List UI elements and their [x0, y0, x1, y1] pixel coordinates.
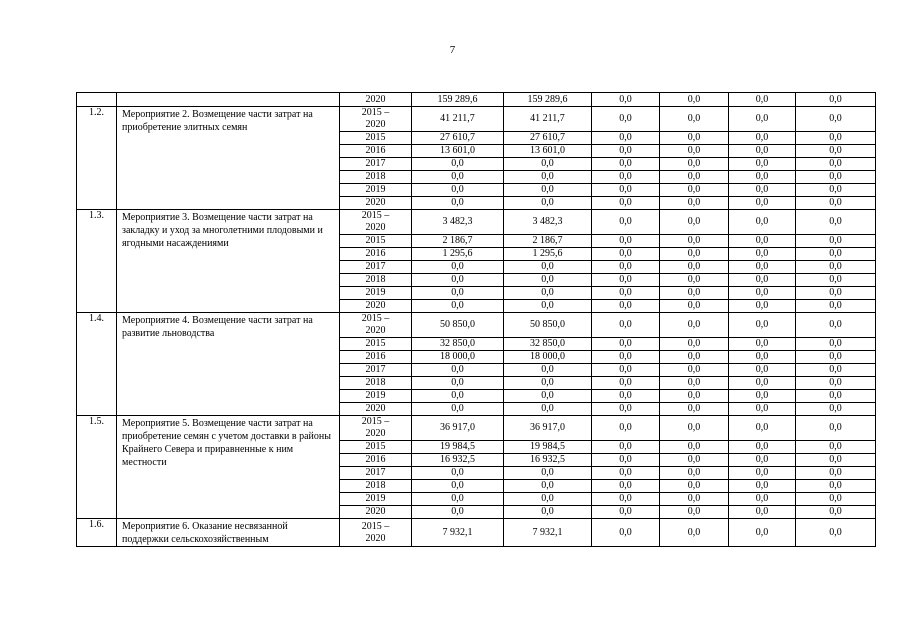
- table-row: [77, 519, 876, 547]
- value-cell: 0,0: [660, 467, 729, 480]
- value-cell: 0,0: [592, 454, 660, 467]
- year-cell: [340, 107, 412, 132]
- measure-name-cell: Мероприятие 5. Возмещение части затрат на приобретение семян с учетом доставки в районы Крайнего Севера и приравненные к ним местности: [117, 416, 340, 519]
- measure-code-cell: 1.4.: [77, 313, 117, 416]
- value-cell: 0,0: [729, 210, 796, 235]
- value-cell: 0,0: [412, 197, 504, 210]
- value-cell: 0,0: [796, 197, 876, 210]
- value-cell: 0,0: [796, 145, 876, 158]
- value-cell: 16 932,5: [412, 454, 504, 467]
- value-cell: 0,0: [729, 145, 796, 158]
- value-cell: 16 932,5: [504, 454, 592, 467]
- value-cell: 0,0: [796, 454, 876, 467]
- value-cell: 0,0: [412, 364, 504, 377]
- budget-table: [76, 92, 876, 547]
- value-cell: 0,0: [592, 441, 660, 454]
- value-cell: 0,0: [412, 403, 504, 416]
- year-cell: [340, 377, 412, 390]
- value-cell: 0,0: [592, 338, 660, 351]
- value-cell: 0,0: [660, 390, 729, 403]
- table-row: [77, 210, 876, 235]
- value-cell: 0,0: [592, 107, 660, 132]
- measure-code-cell: 1.2.: [77, 107, 117, 210]
- value-cell: 0,0: [592, 403, 660, 416]
- value-cell: 0,0: [796, 93, 876, 107]
- value-cell: 32 850,0: [504, 338, 592, 351]
- year-label: 2018: [365, 377, 386, 388]
- value-cell: 0,0: [796, 416, 876, 441]
- year-cell: 2020: [340, 93, 412, 107]
- year-label: 2018: [365, 274, 386, 285]
- value-cell: 0,0: [729, 519, 796, 547]
- value-cell: 0,0: [796, 107, 876, 132]
- value-cell: 0,0: [592, 235, 660, 248]
- value-cell: 0,0: [729, 197, 796, 210]
- value-cell: 0,0: [504, 480, 592, 493]
- value-cell: 0,0: [660, 351, 729, 364]
- year-label: 2015 –: [361, 416, 390, 427]
- value-cell: 0,0: [660, 441, 729, 454]
- year-cell: [340, 467, 412, 480]
- value-cell: 0,0: [729, 480, 796, 493]
- value-cell: 0,0: [729, 93, 796, 107]
- value-cell: 0,0: [592, 519, 660, 547]
- measure-code-cell: 1.6.: [77, 519, 117, 547]
- value-cell: 0,0: [729, 248, 796, 261]
- table-row: [77, 416, 876, 441]
- value-cell: 0,0: [412, 467, 504, 480]
- value-cell: 0,0: [412, 287, 504, 300]
- year-cell: [340, 184, 412, 197]
- measure-code-cell: 1.3.: [77, 210, 117, 313]
- year-label: 2016: [365, 454, 386, 465]
- value-cell: 27 610,7: [412, 132, 504, 145]
- value-cell: 0,0: [592, 351, 660, 364]
- value-cell: 0,0: [660, 416, 729, 441]
- value-cell: 0,0: [796, 390, 876, 403]
- measure-name-cell: Мероприятие 2. Возмещение части затрат на приобретение элитных семян: [117, 107, 340, 210]
- value-cell: 0,0: [660, 300, 729, 313]
- value-cell: 0,0: [592, 197, 660, 210]
- value-cell: 0,0: [592, 132, 660, 145]
- table-row: [77, 93, 876, 107]
- value-cell: 1 295,6: [504, 248, 592, 261]
- value-cell: 0,0: [592, 274, 660, 287]
- value-cell: 0,0: [729, 171, 796, 184]
- value-cell: 0,0: [412, 171, 504, 184]
- value-cell: 0,0: [796, 300, 876, 313]
- value-cell: 0,0: [412, 261, 504, 274]
- year-cell: [340, 493, 412, 506]
- value-cell: 0,0: [796, 364, 876, 377]
- year-label: 2015: [365, 441, 386, 452]
- value-cell: 2 186,7: [504, 235, 592, 248]
- year-cell: [340, 416, 412, 441]
- value-cell: 0,0: [796, 132, 876, 145]
- value-cell: 0,0: [592, 480, 660, 493]
- value-cell: 0,0: [729, 364, 796, 377]
- value-cell: 7 932,1: [412, 519, 504, 547]
- value-cell: 0,0: [796, 248, 876, 261]
- value-cell: 7 932,1: [504, 519, 592, 547]
- value-cell: 0,0: [592, 210, 660, 235]
- value-cell: 0,0: [504, 390, 592, 403]
- year-label: 2015: [365, 235, 386, 246]
- value-cell: 0,0: [729, 351, 796, 364]
- value-cell: 32 850,0: [412, 338, 504, 351]
- value-cell: 0,0: [412, 493, 504, 506]
- year-label: 2017: [365, 467, 386, 478]
- value-cell: 0,0: [504, 287, 592, 300]
- value-cell: 0,0: [796, 506, 876, 519]
- value-cell: 0,0: [796, 351, 876, 364]
- value-cell: 0,0: [796, 184, 876, 197]
- value-cell: 0,0: [660, 454, 729, 467]
- value-cell: 0,0: [729, 338, 796, 351]
- value-cell: 3 482,3: [412, 210, 504, 235]
- year-label: 2020: [365, 119, 386, 130]
- year-cell: [340, 364, 412, 377]
- value-cell: 0,0: [796, 210, 876, 235]
- year-cell: [340, 300, 412, 313]
- value-cell: 0,0: [504, 506, 592, 519]
- value-cell: 41 211,7: [504, 107, 592, 132]
- year-cell: [340, 261, 412, 274]
- year-label: 2015: [365, 132, 386, 143]
- value-cell: 0,0: [504, 274, 592, 287]
- year-cell: [340, 274, 412, 287]
- value-cell: 0,0: [660, 364, 729, 377]
- year-cell: [340, 390, 412, 403]
- value-cell: 0,0: [412, 184, 504, 197]
- year-label: 2020: [365, 197, 386, 208]
- value-cell: 0,0: [729, 107, 796, 132]
- value-cell: 0,0: [729, 158, 796, 171]
- year-cell: [340, 351, 412, 364]
- value-cell: 13 601,0: [504, 145, 592, 158]
- value-cell: 0,0: [592, 300, 660, 313]
- year-cell: [340, 132, 412, 145]
- value-cell: 0,0: [729, 313, 796, 338]
- value-cell: 0,0: [729, 390, 796, 403]
- value-cell: 0,0: [412, 480, 504, 493]
- value-cell: 0,0: [660, 274, 729, 287]
- year-label: 2020: [365, 325, 386, 336]
- value-cell: 0,0: [660, 171, 729, 184]
- page-number: 7: [449, 44, 456, 56]
- value-cell: 0,0: [660, 132, 729, 145]
- value-cell: 0,0: [729, 403, 796, 416]
- year-cell: [340, 248, 412, 261]
- measure-name-cell: [117, 93, 340, 107]
- year-label: 2015 –: [361, 210, 390, 221]
- value-cell: 0,0: [796, 403, 876, 416]
- value-cell: 0,0: [504, 364, 592, 377]
- value-cell: 0,0: [592, 313, 660, 338]
- year-cell: [340, 210, 412, 235]
- year-label: 2020: [365, 222, 386, 233]
- value-cell: 50 850,0: [412, 313, 504, 338]
- value-cell: 0,0: [660, 480, 729, 493]
- year-cell: [340, 403, 412, 416]
- year-label: 2016: [365, 351, 386, 362]
- value-cell: 0,0: [660, 158, 729, 171]
- year-cell: [340, 197, 412, 210]
- table-row: [77, 107, 876, 132]
- value-cell: 0,0: [729, 506, 796, 519]
- year-label: 2015: [365, 338, 386, 349]
- value-cell: 0,0: [504, 493, 592, 506]
- value-cell: 0,0: [504, 197, 592, 210]
- value-cell: 0,0: [796, 261, 876, 274]
- value-cell: 0,0: [660, 377, 729, 390]
- value-cell: 0,0: [660, 287, 729, 300]
- year-label: 2020: [365, 532, 386, 544]
- value-cell: 0,0: [729, 261, 796, 274]
- value-cell: 0,0: [660, 338, 729, 351]
- value-cell: 0,0: [504, 377, 592, 390]
- year-cell: [340, 506, 412, 519]
- value-cell: 0,0: [729, 441, 796, 454]
- table-row: [77, 313, 876, 338]
- value-cell: 0,0: [729, 467, 796, 480]
- value-cell: 0,0: [412, 506, 504, 519]
- value-cell: 159 289,6: [504, 93, 592, 107]
- year-label: 2018: [365, 480, 386, 491]
- value-cell: 0,0: [660, 248, 729, 261]
- year-label: 2019: [365, 493, 386, 504]
- value-cell: 0,0: [729, 300, 796, 313]
- value-cell: 0,0: [660, 93, 729, 107]
- value-cell: 0,0: [796, 338, 876, 351]
- year-cell: [340, 338, 412, 351]
- value-cell: 0,0: [660, 235, 729, 248]
- value-cell: 0,0: [504, 171, 592, 184]
- value-cell: 0,0: [796, 467, 876, 480]
- value-cell: 0,0: [660, 210, 729, 235]
- value-cell: 0,0: [504, 261, 592, 274]
- year-label: 2020: [365, 300, 386, 311]
- value-cell: 0,0: [796, 158, 876, 171]
- value-cell: 0,0: [729, 416, 796, 441]
- value-cell: 0,0: [504, 300, 592, 313]
- value-cell: 13 601,0: [412, 145, 504, 158]
- year-cell: [340, 171, 412, 184]
- value-cell: 0,0: [592, 390, 660, 403]
- value-cell: 0,0: [796, 171, 876, 184]
- year-cell: [340, 158, 412, 171]
- value-cell: 36 917,0: [412, 416, 504, 441]
- value-cell: 0,0: [796, 313, 876, 338]
- value-cell: 0,0: [660, 184, 729, 197]
- value-cell: 0,0: [660, 493, 729, 506]
- year-cell: [340, 454, 412, 467]
- value-cell: 0,0: [660, 261, 729, 274]
- value-cell: 2 186,7: [412, 235, 504, 248]
- value-cell: 0,0: [796, 287, 876, 300]
- value-cell: 0,0: [592, 287, 660, 300]
- value-cell: 0,0: [412, 390, 504, 403]
- value-cell: 27 610,7: [504, 132, 592, 145]
- year-cell: [340, 480, 412, 493]
- year-label: 2015 –: [361, 520, 390, 532]
- measure-code-cell: [77, 93, 117, 107]
- value-cell: 0,0: [412, 300, 504, 313]
- value-cell: 0,0: [729, 454, 796, 467]
- value-cell: 0,0: [412, 158, 504, 171]
- value-cell: 0,0: [660, 506, 729, 519]
- year-label: 2020: [365, 403, 386, 414]
- value-cell: 0,0: [592, 261, 660, 274]
- value-cell: 0,0: [660, 107, 729, 132]
- year-label: 2016: [365, 248, 386, 259]
- value-cell: 0,0: [592, 467, 660, 480]
- value-cell: 0,0: [592, 364, 660, 377]
- year-label: 2016: [365, 145, 386, 156]
- value-cell: 0,0: [796, 441, 876, 454]
- value-cell: 19 984,5: [412, 441, 504, 454]
- year-cell: [340, 313, 412, 338]
- value-cell: 0,0: [729, 132, 796, 145]
- year-label: 2020: [365, 428, 386, 439]
- year-label: 2019: [365, 184, 386, 195]
- value-cell: 0,0: [660, 313, 729, 338]
- value-cell: 1 295,6: [412, 248, 504, 261]
- value-cell: 0,0: [504, 184, 592, 197]
- year-cell: [340, 145, 412, 158]
- year-cell: [340, 235, 412, 248]
- value-cell: 0,0: [592, 506, 660, 519]
- value-cell: 0,0: [592, 158, 660, 171]
- value-cell: 36 917,0: [504, 416, 592, 441]
- value-cell: 0,0: [592, 171, 660, 184]
- value-cell: 0,0: [592, 377, 660, 390]
- value-cell: 0,0: [796, 493, 876, 506]
- value-cell: 0,0: [412, 377, 504, 390]
- value-cell: 0,0: [796, 480, 876, 493]
- year-label: 2019: [365, 390, 386, 401]
- value-cell: 18 000,0: [412, 351, 504, 364]
- year-label: 2019: [365, 287, 386, 298]
- value-cell: 0,0: [660, 519, 729, 547]
- year-cell: [340, 519, 412, 547]
- value-cell: 0,0: [504, 467, 592, 480]
- value-cell: 18 000,0: [504, 351, 592, 364]
- year-cell: [340, 287, 412, 300]
- value-cell: 0,0: [796, 274, 876, 287]
- value-cell: 50 850,0: [504, 313, 592, 338]
- value-cell: 159 289,6: [412, 93, 504, 107]
- value-cell: 0,0: [796, 235, 876, 248]
- value-cell: 0,0: [592, 145, 660, 158]
- measure-name-cell: Мероприятие 4. Возмещение части затрат на развитие льноводства: [117, 313, 340, 416]
- value-cell: 19 984,5: [504, 441, 592, 454]
- value-cell: 0,0: [796, 377, 876, 390]
- value-cell: 0,0: [592, 93, 660, 107]
- value-cell: 0,0: [660, 145, 729, 158]
- value-cell: 3 482,3: [504, 210, 592, 235]
- value-cell: 0,0: [660, 197, 729, 210]
- value-cell: 0,0: [592, 248, 660, 261]
- year-cell: [340, 441, 412, 454]
- value-cell: 0,0: [796, 519, 876, 547]
- value-cell: 0,0: [592, 416, 660, 441]
- value-cell: 0,0: [729, 274, 796, 287]
- year-label: 2018: [365, 171, 386, 182]
- value-cell: 0,0: [504, 158, 592, 171]
- value-cell: 0,0: [729, 377, 796, 390]
- measure-name-cell: Мероприятие 3. Возмещение части затрат на закладку и уход за многолетними плодовыми и ягодными насаждениями: [117, 210, 340, 313]
- value-cell: 0,0: [592, 493, 660, 506]
- year-label: 2017: [365, 158, 386, 169]
- table-body: [77, 93, 876, 547]
- value-cell: 0,0: [729, 287, 796, 300]
- value-cell: 41 211,7: [412, 107, 504, 132]
- value-cell: 0,0: [592, 184, 660, 197]
- value-cell: 0,0: [504, 403, 592, 416]
- value-cell: 0,0: [729, 493, 796, 506]
- measure-code-cell: 1.5.: [77, 416, 117, 519]
- year-label: 2017: [365, 261, 386, 272]
- value-cell: 0,0: [729, 184, 796, 197]
- year-label: 2017: [365, 364, 386, 375]
- value-cell: 0,0: [412, 274, 504, 287]
- year-label: 2015 –: [361, 107, 390, 118]
- value-cell: 0,0: [729, 235, 796, 248]
- year-label: 2015 –: [361, 313, 390, 324]
- measure-name-cell: Мероприятие 6. Оказание несвязанной поддержки сельскохозяйственным: [117, 519, 340, 547]
- value-cell: 0,0: [660, 403, 729, 416]
- year-label: 2020: [365, 506, 386, 517]
